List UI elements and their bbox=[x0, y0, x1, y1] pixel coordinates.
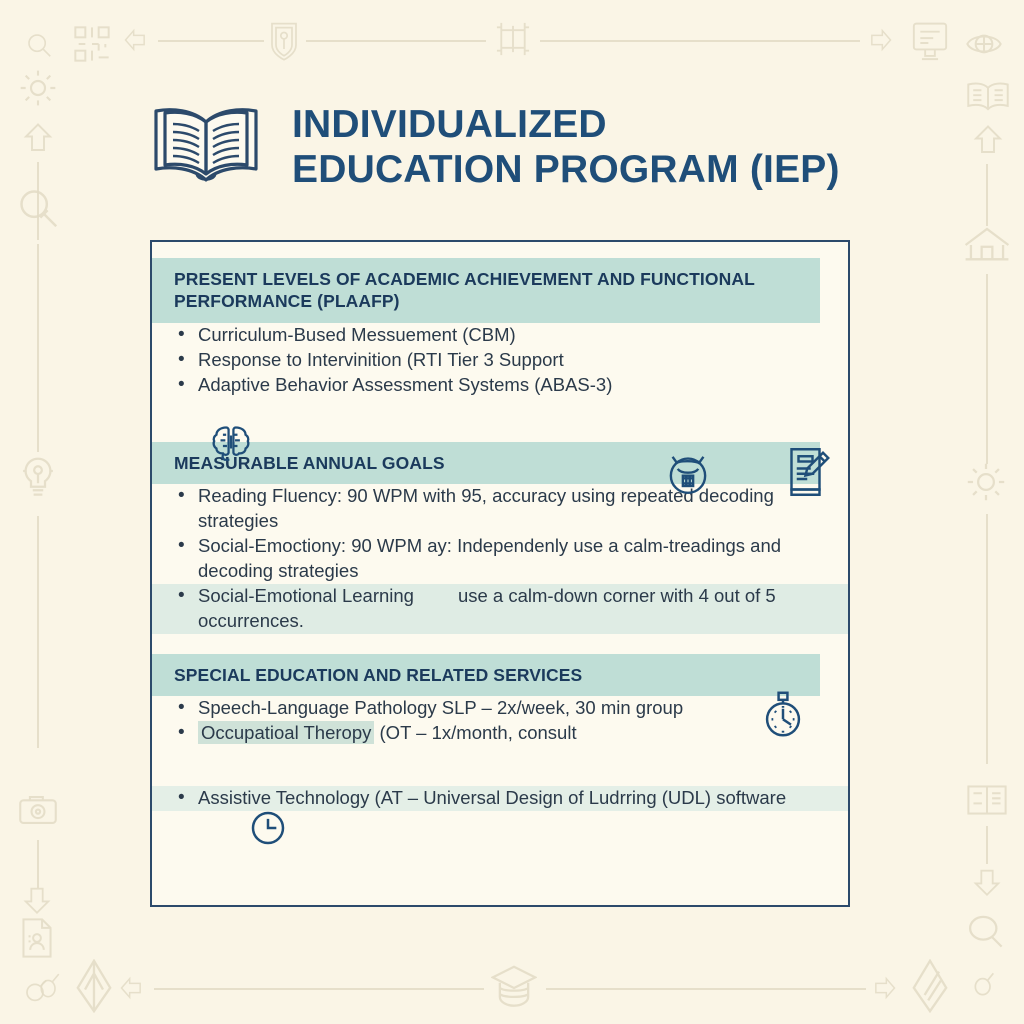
arrow-up-icon bbox=[966, 120, 1010, 160]
profile-document-icon bbox=[14, 914, 60, 962]
highlight-lead-text: Social-Emotional Learning bbox=[198, 584, 414, 606]
list-item: • Adaptive Behavior Assessment Systems (ABAS-3) bbox=[152, 373, 848, 398]
page-title bbox=[292, 103, 840, 191]
divider-line bbox=[37, 516, 39, 748]
target-gauge-icon bbox=[664, 450, 712, 498]
arrow-down-icon bbox=[16, 880, 58, 920]
list-item-inline-highlight bbox=[152, 721, 848, 746]
gear-icon bbox=[962, 458, 1010, 506]
divider-line bbox=[154, 988, 484, 990]
globe-eye-icon bbox=[962, 22, 1006, 66]
brain-icon bbox=[210, 422, 252, 462]
inline-rest-text: (OT – 1x/month, consult bbox=[379, 722, 577, 744]
plaafp-bullet-list bbox=[152, 323, 848, 398]
leaf-icon bbox=[68, 956, 120, 1016]
divider-line bbox=[986, 274, 988, 464]
magnifier-small-icon bbox=[32, 966, 68, 1006]
divider-line bbox=[37, 162, 39, 240]
iep-card bbox=[150, 240, 850, 907]
camera-icon bbox=[14, 788, 62, 832]
divider-line bbox=[986, 514, 988, 764]
section-heading-plaafp: PRESENT LEVELS OF ACADEMIC ACHIEVEMENT AND FUNCTIONAL PERFORMANCE (PLAAFP) bbox=[152, 258, 820, 323]
arrow-left-icon bbox=[120, 24, 152, 56]
book-pages-icon bbox=[64, 230, 108, 270]
arrow-right-icon bbox=[864, 24, 896, 56]
graduation-cap-icon bbox=[488, 960, 540, 1016]
book-open-icon bbox=[962, 778, 1012, 822]
list-item: • Reading Fluency: 90 WPM with 95, accuracy using repeated decoding strategies bbox=[152, 484, 848, 534]
arrow-up-icon bbox=[16, 118, 60, 158]
search-icon bbox=[22, 28, 56, 62]
qr-code-icon bbox=[70, 22, 114, 66]
magnifier-small-icon bbox=[968, 968, 1000, 1000]
certificate-icon bbox=[906, 18, 954, 68]
divider-line bbox=[986, 826, 988, 864]
list-item-highlighted bbox=[152, 584, 848, 634]
arrow-right-icon bbox=[868, 972, 900, 1004]
list-item: • Speech-Language Pathology SLP – 2x/week, 30 min group bbox=[152, 696, 848, 721]
divider-line bbox=[540, 40, 860, 42]
list-item: • Curriculum-Bused Messuement (CBM) bbox=[152, 323, 848, 348]
page-title-line-2: EDUCATION PROGRAM (IEP) bbox=[292, 147, 840, 191]
list-item: • Response to Intervinition (RTI Tier 3 Support bbox=[152, 348, 848, 373]
magnifier-small-icon bbox=[18, 972, 56, 1010]
book-stand-icon bbox=[492, 16, 534, 62]
page-header bbox=[146, 100, 906, 195]
divider-line bbox=[37, 244, 39, 452]
lightbulb-icon bbox=[14, 452, 62, 504]
highlight-tail-text: use a calm-down corner with 4 out of 5 occurrences. bbox=[198, 584, 776, 631]
leaf-icon bbox=[904, 956, 956, 1016]
badge-icon bbox=[266, 16, 302, 66]
arrow-down-icon bbox=[966, 862, 1008, 902]
divider-line bbox=[37, 840, 39, 888]
goals-highlight-list bbox=[152, 584, 848, 634]
open-book-icon bbox=[962, 74, 1014, 118]
list-item: • Social-Emoctiony: 90 WPM ay: Independenly use a calm-treadings and decoding strategies bbox=[152, 534, 848, 584]
gear-icon bbox=[16, 66, 60, 110]
home-icon bbox=[958, 222, 1016, 268]
goals-bullet-list bbox=[152, 484, 848, 584]
section-heading-goals: MEASURABLE ANNUAL GOALS bbox=[152, 442, 820, 484]
inline-highlight-text: Occupatioal Theropy bbox=[198, 721, 374, 744]
clipboard-pencil-icon bbox=[784, 444, 834, 500]
section-heading-services: SPECIAL EDUCATION AND RELATED SERVICES bbox=[152, 654, 820, 696]
arrow-left-icon bbox=[116, 972, 148, 1004]
divider-line bbox=[158, 40, 264, 42]
stopwatch-icon bbox=[760, 689, 806, 739]
divider-line bbox=[306, 40, 486, 42]
list-item-pale-highlight: • Assistive Technology (AT – Universal Design of Ludrring (UDL) software bbox=[152, 786, 848, 811]
divider-line bbox=[546, 988, 866, 990]
page-title-line-1: INDIVIDUALIZED bbox=[292, 103, 607, 147]
magnifier-icon bbox=[960, 906, 1010, 954]
magnifier-icon bbox=[12, 182, 64, 234]
open-book-icon bbox=[146, 102, 266, 195]
divider-line bbox=[986, 164, 988, 226]
clock-icon bbox=[248, 808, 288, 848]
services-bullet-list bbox=[152, 696, 848, 746]
